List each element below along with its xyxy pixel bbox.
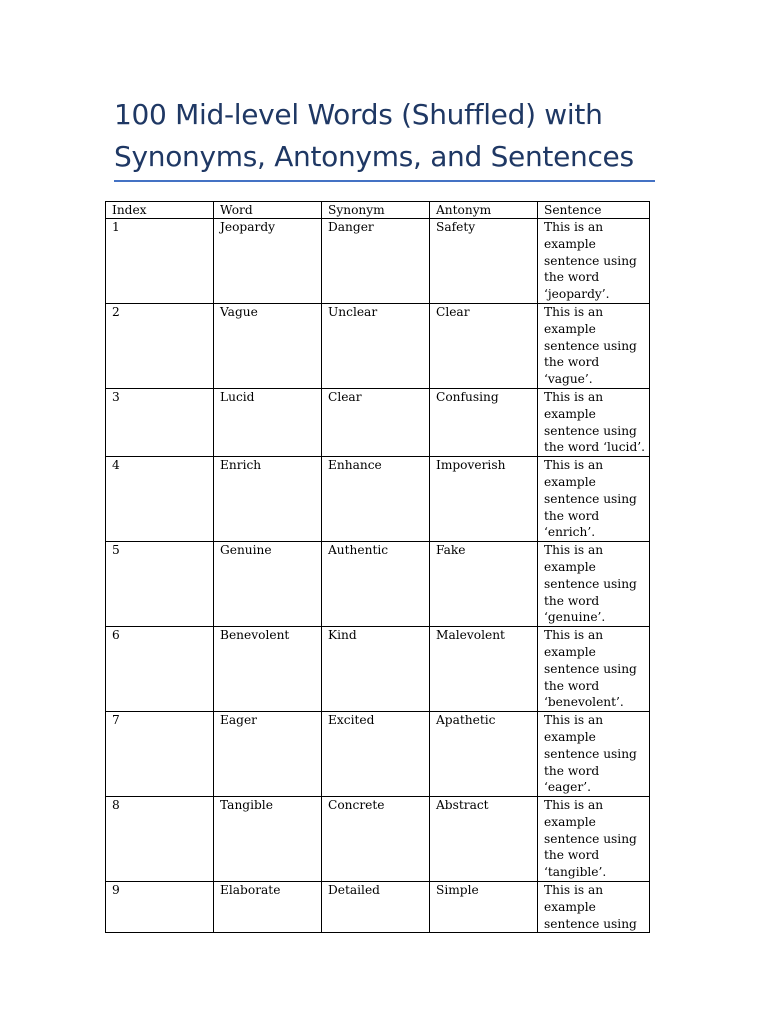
cell-word: Vague bbox=[214, 303, 322, 388]
cell-sentence: This is an example sentence using the word ‘enrich’. bbox=[538, 457, 650, 542]
cell-antonym: Simple bbox=[430, 882, 538, 933]
table-row bbox=[106, 388, 650, 456]
cell-word: Lucid bbox=[214, 388, 322, 456]
cell-word: Benevolent bbox=[214, 627, 322, 712]
cell-sentence: This is an example sentence using the word ‘eager’. bbox=[538, 712, 650, 797]
cell-sentence: This is an example sentence using the word ‘vague’. bbox=[538, 303, 650, 388]
table-row bbox=[106, 303, 650, 388]
cell-synonym: Clear bbox=[322, 388, 430, 456]
table-body bbox=[106, 219, 650, 933]
cell-sentence: This is an example sentence using the word ‘jeopardy’. bbox=[538, 219, 650, 304]
cell-index: 9 bbox=[106, 882, 214, 933]
cell-synonym: Authentic bbox=[322, 542, 430, 627]
cell-sentence: This is an example sentence using the word ‘lucid’. bbox=[538, 388, 650, 456]
header-index: Index bbox=[106, 202, 214, 219]
cell-index: 1 bbox=[106, 219, 214, 304]
table-row bbox=[106, 219, 650, 304]
cell-word: Jeopardy bbox=[214, 219, 322, 304]
header-sentence: Sentence bbox=[538, 202, 650, 219]
cell-antonym: Safety bbox=[430, 219, 538, 304]
header-synonym: Synonym bbox=[322, 202, 430, 219]
table-header-row bbox=[106, 202, 650, 219]
cell-synonym: Unclear bbox=[322, 303, 430, 388]
cell-antonym: Apathetic bbox=[430, 712, 538, 797]
cell-index: 2 bbox=[106, 303, 214, 388]
table-row bbox=[106, 882, 650, 933]
cell-antonym: Clear bbox=[430, 303, 538, 388]
cell-antonym: Abstract bbox=[430, 797, 538, 882]
vocabulary-table bbox=[105, 201, 650, 933]
title-underline bbox=[114, 180, 655, 182]
table-row bbox=[106, 797, 650, 882]
cell-synonym: Kind bbox=[322, 627, 430, 712]
cell-word: Eager bbox=[214, 712, 322, 797]
cell-synonym: Excited bbox=[322, 712, 430, 797]
cell-synonym: Concrete bbox=[322, 797, 430, 882]
cell-sentence: This is an example sentence using bbox=[538, 882, 650, 933]
cell-synonym: Enhance bbox=[322, 457, 430, 542]
cell-antonym: Malevolent bbox=[430, 627, 538, 712]
cell-antonym: Fake bbox=[430, 542, 538, 627]
header-antonym: Antonym bbox=[430, 202, 538, 219]
cell-index: 7 bbox=[106, 712, 214, 797]
cell-antonym: Confusing bbox=[430, 388, 538, 456]
table-row bbox=[106, 457, 650, 542]
header-word: Word bbox=[214, 202, 322, 219]
cell-index: 8 bbox=[106, 797, 214, 882]
cell-sentence: This is an example sentence using the word ‘genuine’. bbox=[538, 542, 650, 627]
table-row bbox=[106, 627, 650, 712]
cell-synonym: Danger bbox=[322, 219, 430, 304]
cell-index: 4 bbox=[106, 457, 214, 542]
cell-synonym: Detailed bbox=[322, 882, 430, 933]
cell-index: 3 bbox=[106, 388, 214, 456]
cell-sentence: This is an example sentence using the word ‘benevolent’. bbox=[538, 627, 650, 712]
cell-word: Enrich bbox=[214, 457, 322, 542]
cell-index: 6 bbox=[106, 627, 214, 712]
cell-word: Elaborate bbox=[214, 882, 322, 933]
table-row bbox=[106, 712, 650, 797]
document-title: 100 Mid-level Words (Shuffled) with Synonyms, Antonyms, and Sentences bbox=[114, 98, 634, 173]
cell-word: Tangible bbox=[214, 797, 322, 882]
cell-index: 5 bbox=[106, 542, 214, 627]
cell-sentence: This is an example sentence using the word ‘tangible’. bbox=[538, 797, 650, 882]
cell-word: Genuine bbox=[214, 542, 322, 627]
cell-antonym: Impoverish bbox=[430, 457, 538, 542]
table-row bbox=[106, 542, 650, 627]
